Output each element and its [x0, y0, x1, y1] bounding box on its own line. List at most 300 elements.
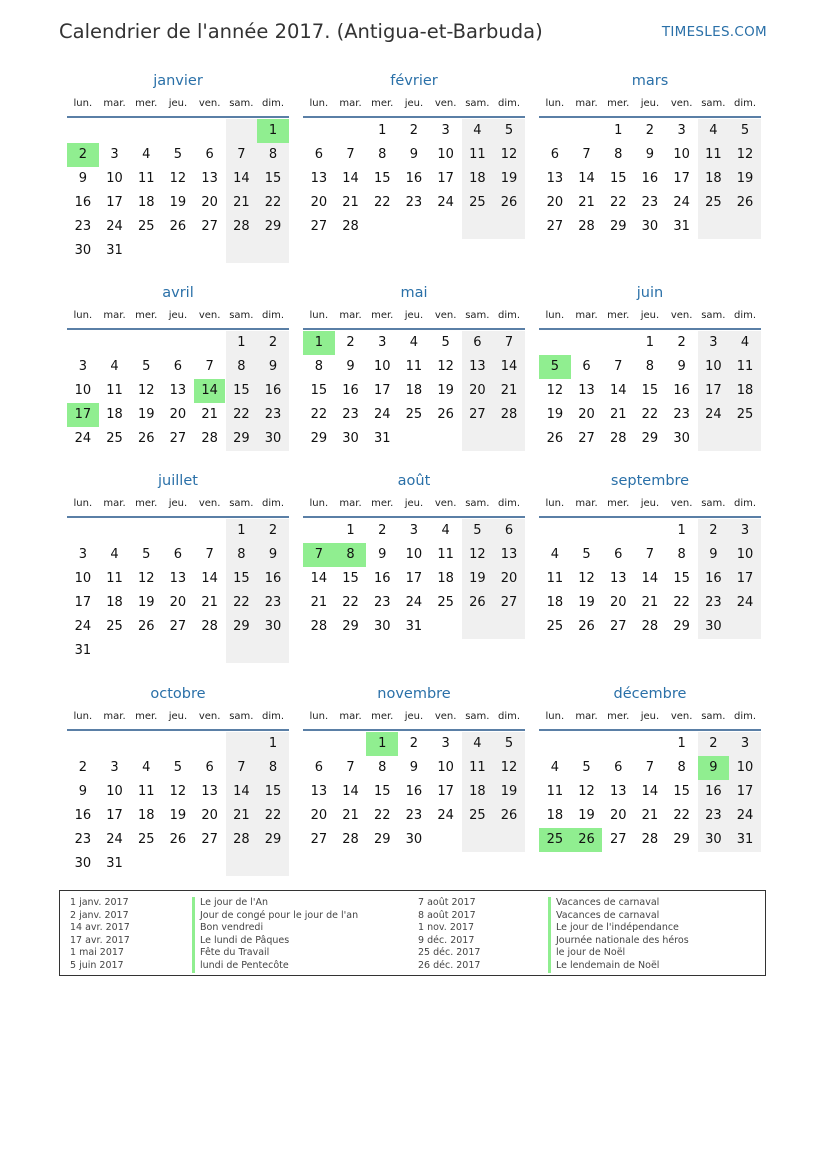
- day-cell: 13: [201, 784, 218, 799]
- day-cell: 20: [500, 571, 518, 586]
- legend-date: 8 août 2017: [418, 909, 476, 921]
- day-cell: 7: [645, 547, 655, 562]
- day-cell: 7: [645, 760, 655, 775]
- header-divider: [303, 516, 525, 518]
- day-cell: 14: [578, 171, 595, 186]
- day-cell: 28: [641, 832, 659, 847]
- day-cell: 11: [137, 171, 155, 186]
- day-cell: 17: [736, 784, 754, 799]
- weekday-label: dim.: [498, 310, 521, 321]
- day-cell: 19: [500, 171, 518, 186]
- legend-date: 1 janv. 2017: [70, 897, 129, 908]
- day-cell: 10: [736, 547, 754, 562]
- day-cell: 28: [609, 431, 627, 446]
- day-cell: 13: [469, 359, 486, 374]
- day-cell: 4: [709, 123, 718, 138]
- day-cell: 11: [437, 547, 454, 562]
- day-cell: 16: [264, 571, 282, 586]
- weekday-header: [303, 98, 525, 114]
- day-cell: 23: [373, 595, 391, 610]
- weekday-label: jeu.: [640, 498, 660, 509]
- day-cell: 16: [705, 784, 722, 799]
- day-cell: 26: [469, 595, 486, 610]
- weekday-label: dim.: [734, 98, 757, 109]
- day-cell: 6: [504, 523, 514, 538]
- day-cell: 3: [110, 147, 119, 162]
- day-cell: 27: [201, 219, 218, 234]
- day-cell: 29: [673, 832, 690, 847]
- day-cell: 13: [578, 383, 595, 398]
- weekday-label: sam.: [465, 310, 490, 321]
- day-cell: 5: [173, 760, 183, 775]
- day-cell: 12: [169, 171, 187, 186]
- holiday-day-cell: 1: [257, 119, 289, 143]
- day-cell: 9: [78, 784, 87, 799]
- day-cell: 18: [705, 171, 722, 186]
- weekday-label: lun.: [309, 711, 329, 722]
- day-cell: 2: [709, 523, 718, 538]
- day-cell: 16: [405, 784, 423, 799]
- legend-date: 25 déc. 2017: [418, 947, 481, 959]
- weekday-label: mar.: [103, 310, 126, 321]
- day-cell: 9: [346, 359, 355, 374]
- day-cell: 23: [342, 407, 359, 422]
- day-cell: 7: [614, 359, 623, 374]
- day-cell: 18: [546, 808, 564, 823]
- legend-holiday-name: Journée nationale des héros: [548, 935, 689, 948]
- day-cell: 13: [201, 171, 218, 186]
- day-cell: 27: [310, 832, 328, 847]
- day-cell: 24: [405, 595, 423, 610]
- weekday-label: mar.: [575, 711, 598, 722]
- day-cell: 2: [268, 335, 278, 350]
- weekday-label: mer.: [607, 498, 630, 509]
- day-cell: 6: [173, 547, 183, 562]
- day-cell: 15: [373, 171, 391, 186]
- day-cell: 14: [233, 171, 250, 186]
- day-cell: 26: [169, 219, 187, 234]
- day-cell: 10: [106, 784, 123, 799]
- legend-date: 1 mai 2017: [70, 947, 124, 959]
- day-cell: 20: [469, 383, 486, 398]
- day-cell: 4: [110, 359, 119, 374]
- day-cell: 27: [546, 219, 564, 234]
- day-cell: 3: [441, 736, 450, 751]
- day-cell: 15: [233, 383, 250, 398]
- day-cell: 12: [578, 571, 595, 586]
- weekday-label: jeu.: [640, 98, 660, 109]
- weekday-label: lun.: [309, 98, 329, 109]
- day-cell: 25: [469, 195, 486, 210]
- holiday-day-cell: 14: [194, 379, 226, 403]
- day-cell: 21: [233, 808, 250, 823]
- day-cell: 25: [405, 407, 423, 422]
- day-cell: 18: [106, 595, 123, 610]
- weekday-label: mer.: [371, 711, 394, 722]
- day-cell: 25: [137, 219, 155, 234]
- day-cell: 9: [378, 547, 387, 562]
- day-cell: 18: [137, 195, 155, 210]
- page-title: Calendrier de l'année 2017. (Antigua-et-Barbuda): [59, 20, 543, 43]
- weekday-label: sam.: [229, 98, 254, 109]
- day-cell: 7: [205, 547, 214, 562]
- legend-holiday-name: lundi de Pentecôte: [192, 960, 358, 973]
- day-cell: 22: [641, 407, 659, 422]
- day-cell: 27: [169, 619, 187, 634]
- day-cell: 9: [409, 760, 419, 775]
- legend-holiday-name: Le jour de l'An: [192, 897, 358, 910]
- day-cell: 21: [233, 195, 250, 210]
- day-cell: 6: [582, 359, 591, 374]
- weekday-label: lun.: [73, 711, 93, 722]
- day-cell: 2: [346, 335, 355, 350]
- day-cell: 19: [137, 595, 155, 610]
- legend-date: 1 nov. 2017: [418, 922, 474, 934]
- day-cell: 30: [264, 619, 282, 634]
- day-cell: 6: [205, 147, 214, 162]
- month-name: avril: [162, 285, 194, 301]
- day-cell: 17: [673, 171, 690, 186]
- day-cell: 21: [609, 407, 627, 422]
- day-cell: 14: [233, 784, 250, 799]
- day-cell: 26: [437, 407, 454, 422]
- day-cell: 30: [373, 619, 391, 634]
- day-cell: 17: [705, 383, 722, 398]
- day-cell: 11: [546, 571, 564, 586]
- day-cell: 22: [264, 808, 282, 823]
- day-cell: 20: [609, 808, 627, 823]
- weekday-label: mar.: [339, 711, 362, 722]
- day-cell: 22: [373, 808, 391, 823]
- weekday-label: mer.: [371, 310, 394, 321]
- day-cell: 11: [137, 784, 155, 799]
- day-cell: 24: [106, 832, 123, 847]
- day-cell: 19: [546, 407, 564, 422]
- day-cell: 23: [74, 219, 92, 234]
- weekday-label: sam.: [465, 498, 490, 509]
- day-cell: 1: [614, 123, 623, 138]
- day-cell: 28: [233, 219, 250, 234]
- weekday-label: mar.: [339, 498, 362, 509]
- day-cell: 18: [469, 784, 486, 799]
- weekday-label: jeu.: [404, 498, 424, 509]
- day-cell: 10: [373, 359, 391, 374]
- day-cell: 19: [137, 407, 155, 422]
- day-cell: 29: [264, 832, 282, 847]
- day-cell: 19: [469, 571, 486, 586]
- day-cell: 18: [405, 383, 423, 398]
- day-cell: 16: [74, 808, 92, 823]
- holiday-day-cell: 26: [571, 828, 603, 852]
- day-cell: 13: [500, 547, 518, 562]
- day-cell: 28: [342, 219, 359, 234]
- day-cell: 23: [641, 195, 659, 210]
- day-cell: 8: [614, 147, 623, 162]
- day-cell: 21: [641, 808, 659, 823]
- day-cell: 17: [373, 383, 391, 398]
- day-cell: 22: [609, 195, 627, 210]
- day-cell: 8: [237, 359, 246, 374]
- day-cell: 23: [405, 808, 423, 823]
- brand-link[interactable]: TIMESLES.COM: [661, 24, 767, 40]
- legend-date: 14 avr. 2017: [70, 922, 130, 934]
- day-cell: 26: [137, 431, 155, 446]
- day-cell: 14: [342, 171, 359, 186]
- day-cell: 5: [142, 359, 151, 374]
- day-cell: 12: [137, 571, 155, 586]
- day-cell: 20: [578, 407, 595, 422]
- day-cell: 23: [405, 195, 423, 210]
- legend-holiday-name: Bon vendredi: [192, 922, 358, 935]
- day-cell: 20: [609, 595, 627, 610]
- day-cell: 14: [342, 784, 359, 799]
- day-cell: 8: [314, 359, 323, 374]
- holiday-day-cell: 8: [335, 543, 367, 567]
- day-cell: 29: [342, 619, 359, 634]
- day-cell: 16: [373, 571, 391, 586]
- weekday-label: jeu.: [640, 310, 660, 321]
- holiday-day-cell: 7: [303, 543, 335, 567]
- weekday-label: dim.: [734, 310, 757, 321]
- day-cell: 26: [736, 195, 754, 210]
- day-cell: 23: [705, 808, 722, 823]
- day-cell: 24: [74, 619, 92, 634]
- day-cell: 7: [346, 147, 355, 162]
- day-cell: 19: [578, 808, 595, 823]
- day-cell: 8: [677, 760, 686, 775]
- day-cell: 22: [233, 407, 250, 422]
- day-cell: 24: [106, 219, 123, 234]
- day-cell: 29: [310, 431, 328, 446]
- day-cell: 16: [641, 171, 659, 186]
- day-cell: 19: [169, 808, 187, 823]
- day-cell: 10: [405, 547, 423, 562]
- day-cell: 16: [74, 195, 92, 210]
- weekday-label: ven.: [198, 498, 221, 509]
- day-cell: 14: [641, 571, 659, 586]
- day-cell: 15: [641, 383, 659, 398]
- day-cell: 1: [677, 736, 686, 751]
- header-divider: [539, 116, 761, 118]
- day-cell: 4: [409, 335, 419, 350]
- day-cell: 17: [106, 808, 123, 823]
- day-cell: 20: [310, 195, 328, 210]
- day-cell: 31: [373, 431, 391, 446]
- header-divider: [539, 729, 761, 731]
- day-cell: 1: [237, 335, 246, 350]
- day-cell: 13: [546, 171, 564, 186]
- day-cell: 10: [736, 760, 754, 775]
- weekday-label: mar.: [575, 310, 598, 321]
- day-cell: 5: [142, 547, 151, 562]
- holiday-day-cell: 1: [303, 331, 335, 355]
- day-cell: 11: [546, 784, 564, 799]
- day-cell: 22: [673, 808, 690, 823]
- legend-names-left: [192, 897, 358, 973]
- day-cell: 4: [550, 547, 559, 562]
- day-cell: 26: [500, 808, 518, 823]
- day-cell: 15: [373, 784, 391, 799]
- weekday-label: mar.: [339, 98, 362, 109]
- weekday-label: mar.: [103, 98, 126, 109]
- weekday-label: mer.: [371, 498, 394, 509]
- header-divider: [67, 116, 289, 118]
- header-divider: [67, 729, 289, 731]
- header-divider: [539, 328, 761, 330]
- day-cell: 24: [673, 195, 690, 210]
- day-cell: 2: [378, 523, 387, 538]
- weekday-header: [67, 98, 289, 114]
- day-cell: 12: [500, 760, 518, 775]
- day-cell: 6: [614, 547, 623, 562]
- weekday-label: sam.: [701, 711, 726, 722]
- header-divider: [67, 516, 289, 518]
- day-cell: 28: [500, 407, 518, 422]
- day-cell: 9: [677, 359, 686, 374]
- day-cell: 16: [342, 383, 359, 398]
- weekday-label: sam.: [701, 98, 726, 109]
- day-cell: 29: [264, 219, 282, 234]
- day-cell: 18: [546, 595, 564, 610]
- legend-dates-left: [70, 897, 130, 973]
- weekday-label: jeu.: [168, 711, 188, 722]
- day-cell: 26: [578, 619, 595, 634]
- day-cell: 27: [578, 431, 595, 446]
- day-cell: 15: [673, 571, 690, 586]
- day-cell: 5: [504, 736, 514, 751]
- day-cell: 6: [550, 147, 559, 162]
- weekday-label: sam.: [229, 711, 254, 722]
- weekday-label: mer.: [135, 310, 158, 321]
- day-cell: 3: [677, 123, 686, 138]
- day-cell: 20: [546, 195, 564, 210]
- weekday-label: mer.: [607, 310, 630, 321]
- weekday-label: ven.: [434, 711, 457, 722]
- weekday-label: dim.: [262, 310, 285, 321]
- day-cell: 29: [373, 832, 391, 847]
- day-cell: 4: [441, 523, 450, 538]
- day-cell: 3: [740, 523, 750, 538]
- day-cell: 22: [342, 595, 359, 610]
- legend-holiday-name: Fête du Travail: [192, 947, 358, 960]
- weekday-label: dim.: [734, 498, 757, 509]
- day-cell: 27: [609, 619, 627, 634]
- day-cell: 30: [74, 856, 92, 871]
- weekday-label: jeu.: [404, 98, 424, 109]
- day-cell: 24: [705, 407, 722, 422]
- day-cell: 21: [201, 407, 218, 422]
- day-cell: 27: [469, 407, 486, 422]
- day-cell: 14: [641, 784, 659, 799]
- day-cell: 9: [268, 359, 278, 374]
- day-cell: 1: [346, 523, 355, 538]
- month-name: février: [390, 73, 438, 89]
- day-cell: 7: [237, 147, 246, 162]
- day-cell: 17: [405, 571, 423, 586]
- day-cell: 20: [169, 407, 187, 422]
- day-cell: 15: [673, 784, 690, 799]
- day-cell: 31: [405, 619, 423, 634]
- day-cell: 11: [736, 359, 754, 374]
- holiday-day-cell: 9: [698, 756, 730, 780]
- weekday-header: [303, 310, 525, 326]
- day-cell: 4: [110, 547, 119, 562]
- weekday-label: jeu.: [168, 310, 188, 321]
- day-cell: 2: [645, 123, 655, 138]
- weekday-label: dim.: [262, 711, 285, 722]
- weekday-label: ven.: [670, 310, 693, 321]
- day-cell: 9: [645, 147, 655, 162]
- day-cell: 22: [264, 195, 282, 210]
- day-cell: 9: [709, 547, 718, 562]
- month-name: décembre: [613, 686, 687, 702]
- weekday-label: jeu.: [168, 498, 188, 509]
- month-name: novembre: [377, 686, 451, 702]
- day-cell: 26: [546, 431, 564, 446]
- day-cell: 1: [268, 736, 278, 751]
- day-cell: 19: [437, 383, 454, 398]
- day-cell: 3: [709, 335, 718, 350]
- day-cell: 12: [437, 359, 454, 374]
- legend-date: 5 juin 2017: [70, 959, 124, 971]
- legend-holiday-name: le jour de Noël: [548, 947, 689, 960]
- day-cell: 1: [645, 335, 655, 350]
- legend-holiday-name: Le lendemain de Noël: [548, 960, 689, 973]
- day-cell: 20: [310, 808, 328, 823]
- day-cell: 3: [110, 760, 119, 775]
- day-cell: 5: [173, 147, 183, 162]
- day-cell: 8: [378, 760, 387, 775]
- day-cell: 14: [201, 571, 218, 586]
- day-cell: 12: [578, 784, 595, 799]
- legend-names-right: [548, 897, 689, 973]
- day-cell: 12: [546, 383, 564, 398]
- holiday-day-cell: 5: [539, 355, 571, 379]
- weekday-label: sam.: [465, 98, 490, 109]
- day-cell: 20: [169, 595, 187, 610]
- weekday-label: sam.: [229, 310, 254, 321]
- day-cell: 22: [373, 195, 391, 210]
- day-cell: 25: [469, 808, 486, 823]
- day-cell: 10: [705, 359, 722, 374]
- weekday-label: ven.: [670, 98, 693, 109]
- weekday-label: jeu.: [404, 310, 424, 321]
- day-cell: 18: [137, 808, 155, 823]
- weekday-label: dim.: [262, 498, 285, 509]
- day-cell: 5: [473, 523, 482, 538]
- day-cell: 3: [78, 547, 87, 562]
- weekday-label: sam.: [701, 498, 726, 509]
- header-divider: [303, 116, 525, 118]
- day-cell: 24: [437, 808, 454, 823]
- day-cell: 9: [78, 171, 87, 186]
- day-cell: 28: [641, 619, 659, 634]
- day-cell: 13: [310, 784, 328, 799]
- day-cell: 3: [409, 523, 419, 538]
- day-cell: 30: [342, 431, 359, 446]
- day-cell: 8: [268, 147, 278, 162]
- day-cell: 17: [106, 195, 123, 210]
- legend-date: 2 janv. 2017: [70, 909, 129, 921]
- weekday-label: lun.: [73, 310, 93, 321]
- day-cell: 8: [677, 547, 686, 562]
- day-cell: 5: [740, 123, 750, 138]
- day-cell: 24: [437, 195, 454, 210]
- weekday-label: lun.: [309, 498, 329, 509]
- holiday-day-cell: 2: [67, 143, 99, 167]
- day-cell: 18: [469, 171, 486, 186]
- day-cell: 22: [233, 595, 250, 610]
